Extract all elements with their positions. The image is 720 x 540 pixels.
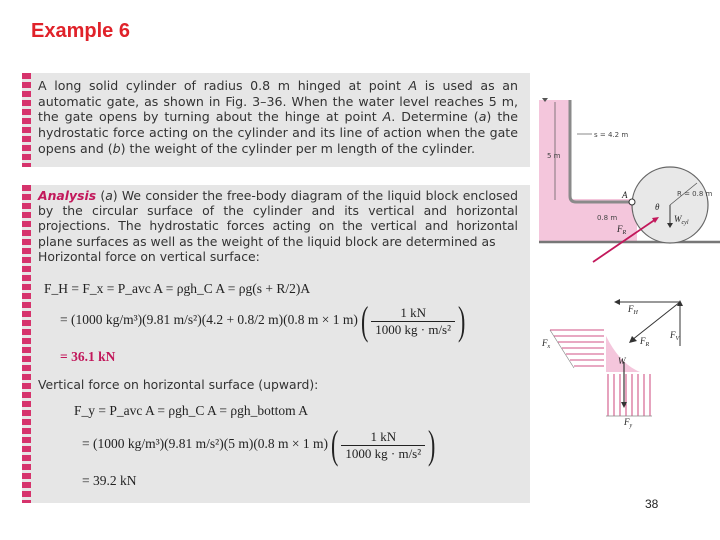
- fv-label: $F_V$: [670, 330, 680, 342]
- analysis-heading: Analysis: [38, 188, 97, 203]
- liquid-weight-label: W: [618, 356, 626, 366]
- hinge-a: [629, 199, 635, 205]
- problem-text: A long solid cylinder of radius 0.8 m hinged at point A is used as an automatic gate, as shown in Fig. 3–36. When the water level reaches 5 m, the gate opens by turning about the hinge at point A. Determine (a) the hydrostatic force acting on the cylinder and its line of action when the gate opens and (b) the weight of the cylinder per m length of the cylinder.: [38, 78, 518, 156]
- hinge-a-label: A: [622, 190, 628, 200]
- equation-horizontal-calc: = (1000 kg/m³)(9.81 m/s²)(4.2 + 0.8/2 m)(0.8 m × 1 m)( $\frac{1 kN}{\text{1000 kg · m/s²}}$ ): [60, 298, 466, 343]
- analysis-intro: Analysis (a) We consider the free-body diagram of the liquid block enclosed by the circular surface of the cylinder and its vertical and horizontal projections. The hydrostatic forces acting on the vertical and horizontal plane surfaces as well as the weight of the liquid block are determined as Horizontal force on vertical surface:: [38, 188, 518, 264]
- decorative-strip: [22, 185, 31, 503]
- fr-label: $F_R$: [640, 336, 650, 348]
- horizontal-force-heading: Horizontal force on vertical surface:: [38, 248, 260, 264]
- analysis-panel: [22, 185, 530, 503]
- horizontal-pressure-arrows: [550, 330, 604, 366]
- equation-vertical-calc: = (1000 kg/m³)(9.81 m/s²)(5 m)(0.8 m × 1 m)( $\frac{1 kN}{\text{1000 kg · m/s²}}$ ): [82, 422, 436, 467]
- cylinder-gate-figure: [537, 92, 720, 277]
- equation-horizontal-force: F_H = F_x = P_avc A = ρgh_C A = ρg(s + R/2)A: [44, 281, 311, 296]
- slide-title: Example 6: [31, 20, 130, 42]
- height-label: 5 m: [547, 152, 561, 160]
- s-label: s = 4.2 m: [594, 131, 629, 139]
- decorative-strip: [22, 73, 31, 167]
- resultant-force-label: $F_R$: [617, 224, 627, 236]
- vertical-pressure-arrows: [608, 374, 650, 416]
- theta-label: θ: [655, 202, 660, 212]
- radius-label: R = 0.8 m: [677, 190, 713, 198]
- fx-label: $F_x$: [542, 338, 551, 350]
- page-number: 38: [645, 497, 659, 511]
- weight-label: $W_{cyl}$: [674, 214, 689, 226]
- free-body-diagram: [540, 292, 700, 430]
- vertical-force-result: = 39.2 kN: [82, 473, 137, 488]
- problem-panel: [22, 73, 530, 167]
- fh-label: $F_H$: [628, 304, 638, 316]
- vertical-force-heading: Vertical force on horizontal surface (upward):: [38, 377, 319, 392]
- width-label: 0.8 m: [597, 214, 618, 222]
- fy-label: $F_y$: [624, 417, 633, 429]
- equation-vertical-force: F_y = P_avc A = ρgh_C A = ρgh_bottom A: [74, 403, 308, 418]
- horizontal-force-result: = 36.1 kN: [60, 349, 116, 364]
